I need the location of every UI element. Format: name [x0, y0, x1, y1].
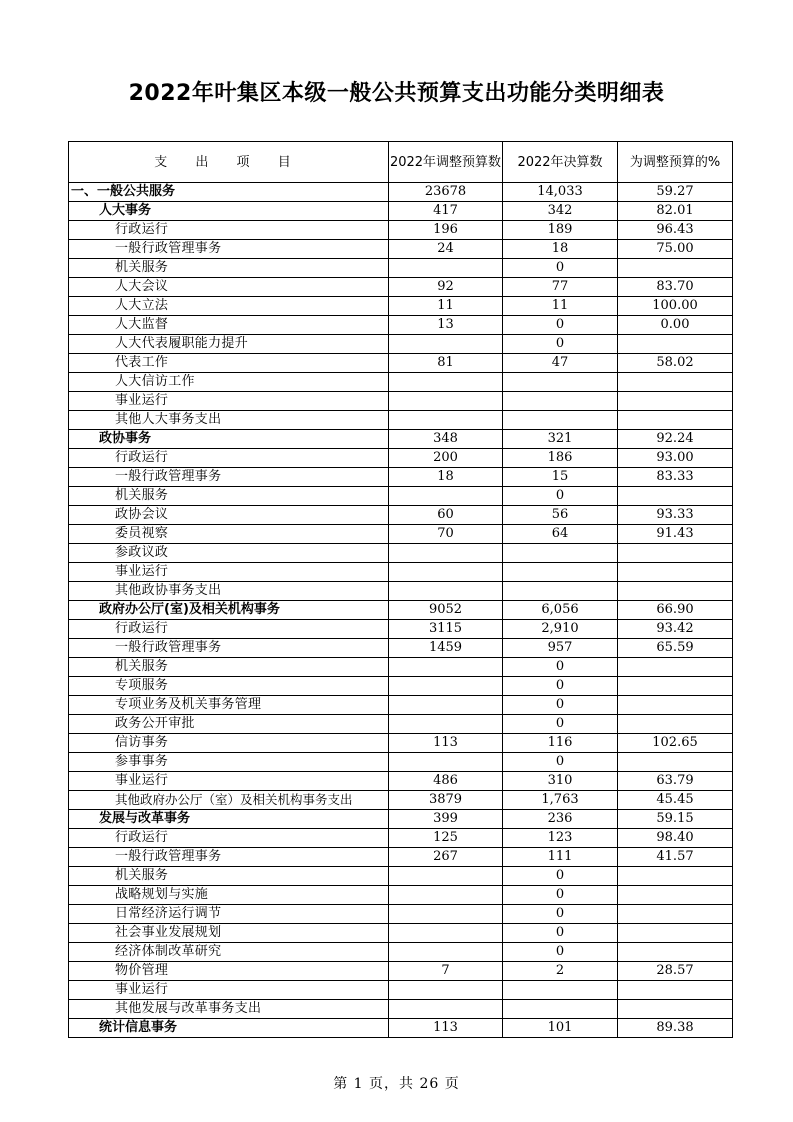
row-budget-cell: 24 [389, 240, 503, 259]
row-budget-cell: 200 [389, 449, 503, 468]
table-row [69, 753, 733, 772]
row-actual-cell: 186 [503, 449, 618, 468]
row-name-cell: 政务公开审批 [69, 715, 389, 734]
page-footer: 第 1 页，共 26 页 [333, 1076, 460, 1092]
row-name-cell: 人大代表履职能力提升 [69, 335, 389, 354]
row-name-cell: 社会事业发展规划 [69, 924, 389, 943]
table-row [69, 316, 733, 335]
table-row [69, 829, 733, 848]
table-row [69, 354, 733, 373]
row-actual-cell: 111 [503, 848, 618, 867]
header-item: 支 出 项 目 [69, 142, 389, 183]
row-budget-cell [389, 867, 503, 886]
row-percent-cell [618, 867, 733, 886]
row-actual-cell: 0 [503, 259, 618, 278]
row-actual-cell: 189 [503, 221, 618, 240]
table-row [69, 221, 733, 240]
table-row [69, 582, 733, 601]
table-row [69, 848, 733, 867]
row-percent-cell: 59.15 [618, 810, 733, 829]
table-row [69, 696, 733, 715]
row-budget-cell: 113 [389, 1019, 503, 1038]
row-budget-cell [389, 582, 503, 601]
row-percent-cell: 100.00 [618, 297, 733, 316]
table-row [69, 962, 733, 981]
row-percent-cell: 41.57 [618, 848, 733, 867]
row-actual-cell: 0 [503, 715, 618, 734]
table-row [69, 202, 733, 221]
row-actual-cell: 0 [503, 943, 618, 962]
row-percent-cell: 93.00 [618, 449, 733, 468]
row-percent-cell [618, 753, 733, 772]
row-percent-cell [618, 943, 733, 962]
row-percent-cell: 83.33 [618, 468, 733, 487]
row-budget-cell: 11 [389, 297, 503, 316]
row-budget-cell [389, 563, 503, 582]
row-actual-cell [503, 563, 618, 582]
header-budget: 2022年调整预算数 [389, 142, 503, 183]
row-name-cell: 人大立法 [69, 297, 389, 316]
row-percent-cell: 96.43 [618, 221, 733, 240]
row-actual-cell: 236 [503, 810, 618, 829]
page-title: 2022年叶集区本级一般公共预算支出功能分类明细表 [128, 81, 665, 106]
row-actual-cell: 123 [503, 829, 618, 848]
row-budget-cell: 125 [389, 829, 503, 848]
row-percent-cell [618, 335, 733, 354]
row-name-cell: 行政运行 [69, 829, 389, 848]
table-row [69, 240, 733, 259]
row-percent-cell: 28.57 [618, 962, 733, 981]
row-actual-cell: 0 [503, 658, 618, 677]
row-percent-cell [618, 715, 733, 734]
table-row [69, 810, 733, 829]
row-actual-cell [503, 981, 618, 1000]
row-percent-cell [618, 677, 733, 696]
row-budget-cell [389, 943, 503, 962]
row-name-cell: 一般行政管理事务 [69, 240, 389, 259]
row-actual-cell: 11 [503, 297, 618, 316]
row-name-cell: 委员视察 [69, 525, 389, 544]
row-actual-cell: 342 [503, 202, 618, 221]
row-percent-cell: 102.65 [618, 734, 733, 753]
row-percent-cell: 63.79 [618, 772, 733, 791]
row-actual-cell: 1,763 [503, 791, 618, 810]
table-header [69, 142, 733, 183]
budget-table [68, 141, 733, 1038]
row-name-cell: 经济体制改革研究 [69, 943, 389, 962]
row-name-cell: 行政运行 [69, 449, 389, 468]
row-percent-cell [618, 259, 733, 278]
row-name-cell: 其他政府办公厅（室）及相关机构事务支出 [69, 791, 389, 810]
row-actual-cell [503, 373, 618, 392]
table-row [69, 772, 733, 791]
row-budget-cell: 60 [389, 506, 503, 525]
row-name-cell: 其他人大事务支出 [69, 411, 389, 430]
row-percent-cell [618, 981, 733, 1000]
row-budget-cell [389, 658, 503, 677]
row-budget-cell [389, 924, 503, 943]
row-name-cell: 一、一般公共服务 [69, 183, 389, 202]
row-name-cell: 参政议政 [69, 544, 389, 563]
row-percent-cell [618, 886, 733, 905]
table-row [69, 886, 733, 905]
row-actual-cell: 0 [503, 886, 618, 905]
row-actual-cell: 0 [503, 677, 618, 696]
row-percent-cell: 92.24 [618, 430, 733, 449]
row-name-cell: 人大会议 [69, 278, 389, 297]
row-budget-cell [389, 981, 503, 1000]
row-percent-cell: 65.59 [618, 639, 733, 658]
row-actual-cell: 18 [503, 240, 618, 259]
row-name-cell: 统计信息事务 [69, 1019, 389, 1038]
row-name-cell: 战略规划与实施 [69, 886, 389, 905]
row-percent-cell: 0.00 [618, 316, 733, 335]
row-name-cell: 事业运行 [69, 772, 389, 791]
row-budget-cell [389, 1000, 503, 1019]
header-row [69, 142, 733, 183]
table-row [69, 506, 733, 525]
table-row [69, 544, 733, 563]
row-actual-cell: 0 [503, 335, 618, 354]
row-actual-cell: 0 [503, 905, 618, 924]
row-budget-cell [389, 259, 503, 278]
row-budget-cell [389, 753, 503, 772]
row-budget-cell: 23678 [389, 183, 503, 202]
row-name-cell: 事业运行 [69, 981, 389, 1000]
table-body [69, 183, 733, 1038]
row-name-cell: 行政运行 [69, 620, 389, 639]
row-percent-cell: 93.33 [618, 506, 733, 525]
row-actual-cell: 321 [503, 430, 618, 449]
row-actual-cell: 0 [503, 316, 618, 335]
row-budget-cell [389, 373, 503, 392]
row-percent-cell [618, 487, 733, 506]
row-name-cell: 发展与改革事务 [69, 810, 389, 829]
table-row [69, 905, 733, 924]
row-budget-cell [389, 335, 503, 354]
row-name-cell: 事业运行 [69, 392, 389, 411]
row-percent-cell: 98.40 [618, 829, 733, 848]
row-percent-cell: 89.38 [618, 1019, 733, 1038]
row-actual-cell: 2 [503, 962, 618, 981]
row-name-cell: 人大信访工作 [69, 373, 389, 392]
row-actual-cell: 64 [503, 525, 618, 544]
row-budget-cell: 267 [389, 848, 503, 867]
row-actual-cell [503, 544, 618, 563]
row-actual-cell: 0 [503, 924, 618, 943]
row-actual-cell: 0 [503, 753, 618, 772]
row-budget-cell [389, 905, 503, 924]
table-row [69, 791, 733, 810]
row-name-cell: 信访事务 [69, 734, 389, 753]
row-budget-cell: 486 [389, 772, 503, 791]
row-actual-cell: 56 [503, 506, 618, 525]
table-row [69, 924, 733, 943]
row-budget-cell [389, 544, 503, 563]
row-budget-cell: 7 [389, 962, 503, 981]
row-actual-cell [503, 1000, 618, 1019]
row-percent-cell: 59.27 [618, 183, 733, 202]
row-budget-cell [389, 696, 503, 715]
row-budget-cell: 196 [389, 221, 503, 240]
row-name-cell: 事业运行 [69, 563, 389, 582]
row-budget-cell: 113 [389, 734, 503, 753]
row-budget-cell [389, 411, 503, 430]
row-percent-cell [618, 924, 733, 943]
row-actual-cell: 116 [503, 734, 618, 753]
row-budget-cell [389, 715, 503, 734]
row-percent-cell: 82.01 [618, 202, 733, 221]
row-actual-cell: 47 [503, 354, 618, 373]
row-budget-cell [389, 487, 503, 506]
row-actual-cell [503, 392, 618, 411]
table-row [69, 734, 733, 753]
row-actual-cell: 310 [503, 772, 618, 791]
row-budget-cell [389, 886, 503, 905]
row-percent-cell [618, 392, 733, 411]
row-budget-cell [389, 392, 503, 411]
table-row [69, 1019, 733, 1038]
row-name-cell: 人大监督 [69, 316, 389, 335]
row-percent-cell [618, 905, 733, 924]
row-name-cell: 其他政协事务支出 [69, 582, 389, 601]
table-row [69, 278, 733, 297]
table-row [69, 981, 733, 1000]
row-budget-cell: 13 [389, 316, 503, 335]
row-actual-cell [503, 582, 618, 601]
table-row [69, 525, 733, 544]
row-actual-cell: 0 [503, 696, 618, 715]
row-percent-cell: 83.70 [618, 278, 733, 297]
row-percent-cell [618, 658, 733, 677]
row-percent-cell: 91.43 [618, 525, 733, 544]
row-percent-cell: 93.42 [618, 620, 733, 639]
row-name-cell: 代表工作 [69, 354, 389, 373]
table-row [69, 259, 733, 278]
row-actual-cell: 0 [503, 867, 618, 886]
row-budget-cell: 3879 [389, 791, 503, 810]
row-name-cell: 一般行政管理事务 [69, 468, 389, 487]
table-row [69, 658, 733, 677]
row-name-cell: 一般行政管理事务 [69, 639, 389, 658]
table-row [69, 639, 733, 658]
row-name-cell: 机关服务 [69, 259, 389, 278]
row-name-cell: 专项服务 [69, 677, 389, 696]
row-budget-cell: 417 [389, 202, 503, 221]
row-name-cell: 物价管理 [69, 962, 389, 981]
row-percent-cell [618, 373, 733, 392]
row-actual-cell: 2,910 [503, 620, 618, 639]
row-name-cell: 人大事务 [69, 202, 389, 221]
row-name-cell: 日常经济运行调节 [69, 905, 389, 924]
row-percent-cell [618, 411, 733, 430]
table-row [69, 487, 733, 506]
row-actual-cell: 6,056 [503, 601, 618, 620]
row-name-cell: 参事事务 [69, 753, 389, 772]
row-budget-cell: 399 [389, 810, 503, 829]
row-actual-cell [503, 411, 618, 430]
row-name-cell: 政协会议 [69, 506, 389, 525]
row-budget-cell: 81 [389, 354, 503, 373]
row-budget-cell: 70 [389, 525, 503, 544]
row-percent-cell: 58.02 [618, 354, 733, 373]
row-actual-cell: 77 [503, 278, 618, 297]
table-row [69, 1000, 733, 1019]
row-percent-cell: 45.45 [618, 791, 733, 810]
row-percent-cell [618, 563, 733, 582]
row-budget-cell: 3115 [389, 620, 503, 639]
row-percent-cell: 66.90 [618, 601, 733, 620]
table-row [69, 411, 733, 430]
row-budget-cell: 92 [389, 278, 503, 297]
table-row [69, 563, 733, 582]
row-name-cell: 行政运行 [69, 221, 389, 240]
row-name-cell: 机关服务 [69, 487, 389, 506]
row-budget-cell: 18 [389, 468, 503, 487]
row-percent-cell: 75.00 [618, 240, 733, 259]
table-row [69, 468, 733, 487]
row-actual-cell: 14,033 [503, 183, 618, 202]
table-row [69, 335, 733, 354]
header-percent: 为调整预算的% [618, 142, 733, 183]
row-name-cell: 政府办公厅(室)及相关机构事务 [69, 601, 389, 620]
table-row [69, 620, 733, 639]
row-budget-cell [389, 677, 503, 696]
row-actual-cell: 15 [503, 468, 618, 487]
table-row [69, 867, 733, 886]
row-budget-cell: 1459 [389, 639, 503, 658]
row-name-cell: 其他发展与改革事务支出 [69, 1000, 389, 1019]
row-name-cell: 政协事务 [69, 430, 389, 449]
table-row [69, 183, 733, 202]
table-row [69, 677, 733, 696]
row-percent-cell [618, 1000, 733, 1019]
table-row [69, 943, 733, 962]
row-budget-cell: 9052 [389, 601, 503, 620]
row-name-cell: 一般行政管理事务 [69, 848, 389, 867]
header-actual: 2022年决算数 [503, 142, 618, 183]
row-actual-cell: 101 [503, 1019, 618, 1038]
table-row [69, 392, 733, 411]
table-row [69, 715, 733, 734]
row-budget-cell: 348 [389, 430, 503, 449]
row-name-cell: 专项业务及机关事务管理 [69, 696, 389, 715]
row-percent-cell [618, 582, 733, 601]
row-percent-cell [618, 544, 733, 563]
table-row [69, 430, 733, 449]
table-row [69, 373, 733, 392]
table-row [69, 449, 733, 468]
row-name-cell: 机关服务 [69, 658, 389, 677]
row-percent-cell [618, 696, 733, 715]
table-row [69, 297, 733, 316]
row-actual-cell: 0 [503, 487, 618, 506]
row-actual-cell: 957 [503, 639, 618, 658]
table-row [69, 601, 733, 620]
row-name-cell: 机关服务 [69, 867, 389, 886]
